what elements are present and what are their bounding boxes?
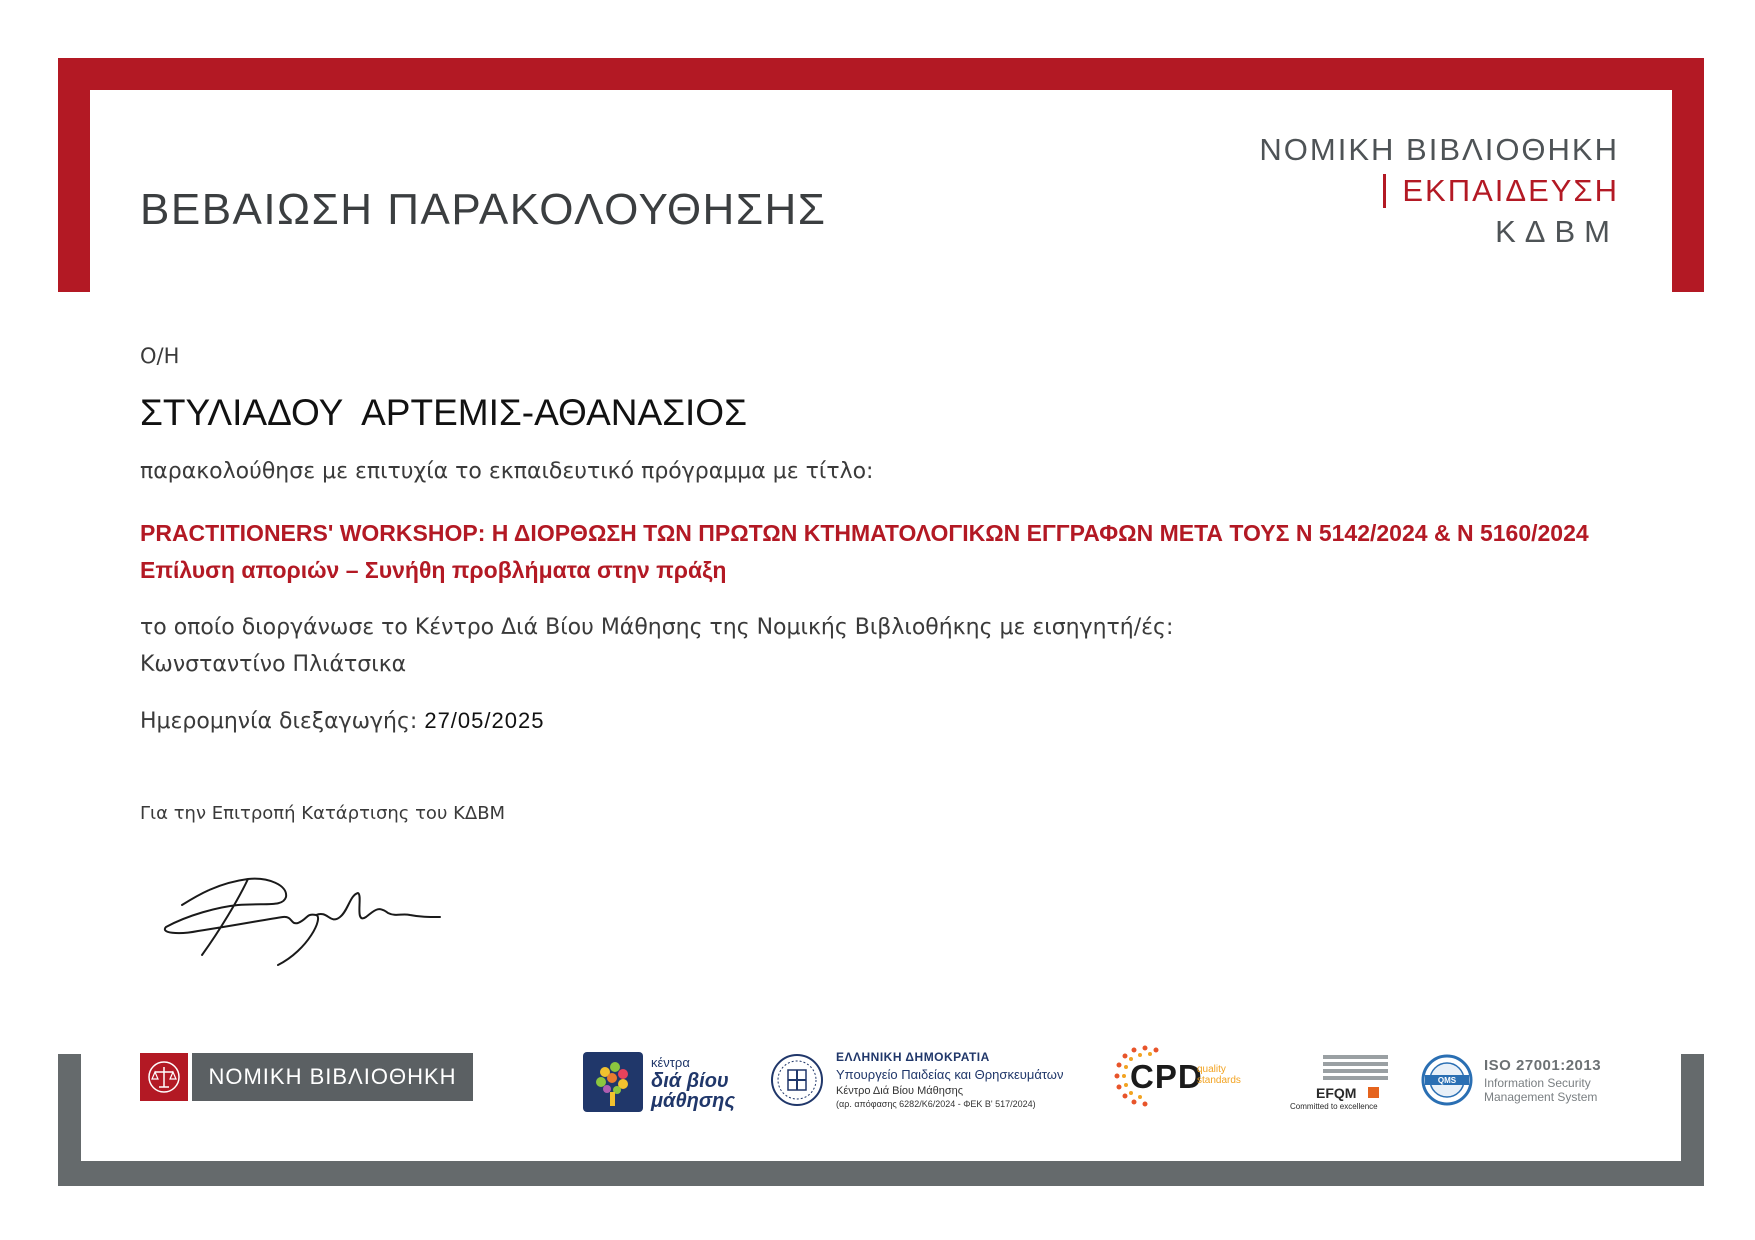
recipient-name: ΣΤΥΛΙΑΔΟΥ ΑΡΤΕΜΙΣ-ΑΘΑΝΑΣΙΟΣ bbox=[140, 392, 747, 433]
svg-text:QMS: QMS bbox=[1437, 1076, 1457, 1085]
course-title: PRACTITIONERS' WORKSHOP: Η ΔΙΟΡΘΩΣΗ ΤΩΝ ΠΡΩΤΩΝ ΚΤΗΜΑΤΟΛΟΓΙΚΩΝ ΕΓΓΡΑΦΩΝ ΜΕΤΑ ΤΟΥΣ Ν 5142/2024 & Ν 5160/2024 bbox=[140, 520, 1589, 546]
efqm-logo bbox=[1288, 1055, 1388, 1110]
kdvm-line1: κέντρα bbox=[651, 1054, 690, 1070]
efqm-tagline: Committed to excellence bbox=[1290, 1102, 1378, 1111]
iso-certification-icon bbox=[1420, 1053, 1474, 1107]
cpd-logo bbox=[1110, 1042, 1260, 1112]
nomiki-vivliothiki-logo bbox=[140, 1053, 473, 1101]
brand-logo-block bbox=[1259, 132, 1619, 250]
efqm-bar bbox=[1323, 1076, 1388, 1080]
efqm-bar bbox=[1323, 1069, 1388, 1073]
nb-logo-text: ΝΟΜΙΚΗ ΒΙΒΛΙΟΘΗΚΗ bbox=[192, 1053, 473, 1101]
iso-line3: Management System bbox=[1484, 1089, 1598, 1104]
recipient-label: Ο/Η bbox=[140, 344, 180, 368]
gov-line3: Κέντρο Διά Βίου Μάθησης bbox=[836, 1085, 964, 1097]
iso-line1: ISO 27001:2013 bbox=[1484, 1056, 1602, 1074]
iso-logo bbox=[1420, 1053, 1601, 1107]
date-value: 27/05/2025 bbox=[424, 708, 545, 733]
committee-text: Για την Επιτροπή Κατάρτισης του ΚΔΒΜ bbox=[140, 803, 506, 824]
kdvm-line3: μάθησης bbox=[651, 1089, 735, 1112]
efqm-text: EFQM bbox=[1316, 1085, 1357, 1101]
gov-line2: Υπουργείο Παιδείας και Θρησκευμάτων bbox=[836, 1067, 1064, 1082]
cpd-text: CPD bbox=[1130, 1058, 1203, 1095]
brand-acronym: ΚΔΒΜ bbox=[1495, 214, 1619, 249]
cpd-quality: quality bbox=[1197, 1064, 1226, 1075]
hellenic-seal-icon bbox=[770, 1053, 824, 1107]
kdvm-logo bbox=[583, 1052, 735, 1112]
gov-line1: ΕΛΛΗΝΙΚΗ ΔΗΜΟΚΡΑΤΙΑ bbox=[836, 1050, 990, 1064]
brand-name: ΝΟΜΙΚΗ ΒΙΒΛΙΟΘΗΚΗ bbox=[1259, 132, 1619, 167]
ministry-logo bbox=[770, 1050, 1063, 1109]
cpd-standards: standards bbox=[1197, 1075, 1241, 1086]
date-row bbox=[140, 708, 544, 734]
efqm-bar bbox=[1323, 1055, 1388, 1059]
tree-icon bbox=[583, 1052, 643, 1112]
efqm-square-icon bbox=[1368, 1087, 1379, 1098]
gov-line4: (αρ. απόφασης 6282/Κ6/2024 - ΦΕΚ Β' 517/2024) bbox=[836, 1099, 1036, 1109]
course-subtitle: Επίλυση αποριών – Συνήθη προβλήματα στην πράξη bbox=[140, 557, 727, 583]
organizer-text: το οποίο διοργάνωσε το Κέντρο Διά Βίου Μάθησης της Νομικής Βιβλιοθήκης με εισηγητή/ές: bbox=[140, 615, 1174, 640]
instructor-name: Κωνσταντίνο Πλιάτσικα bbox=[140, 652, 407, 677]
brand-division: ΕΚΠΑΙΔΕΥΣΗ bbox=[1383, 174, 1619, 208]
certificate-title: ΒΕΒΑΙΩΣΗ ΠΑΡΑΚΟΛΟΥΘΗΣΗΣ bbox=[140, 185, 827, 234]
intro-text: παρακολούθησε με επιτυχία το εκπαιδευτικό πρόγραμμα με τίτλο: bbox=[140, 459, 874, 484]
iso-line2: Information Security bbox=[1484, 1075, 1591, 1090]
efqm-bar bbox=[1323, 1062, 1388, 1066]
signature-image bbox=[158, 855, 458, 970]
scales-icon bbox=[140, 1053, 188, 1101]
kdvm-line2: διά βίου bbox=[651, 1069, 729, 1092]
date-label: Ημερομηνία διεξαγωγής: bbox=[140, 709, 418, 734]
